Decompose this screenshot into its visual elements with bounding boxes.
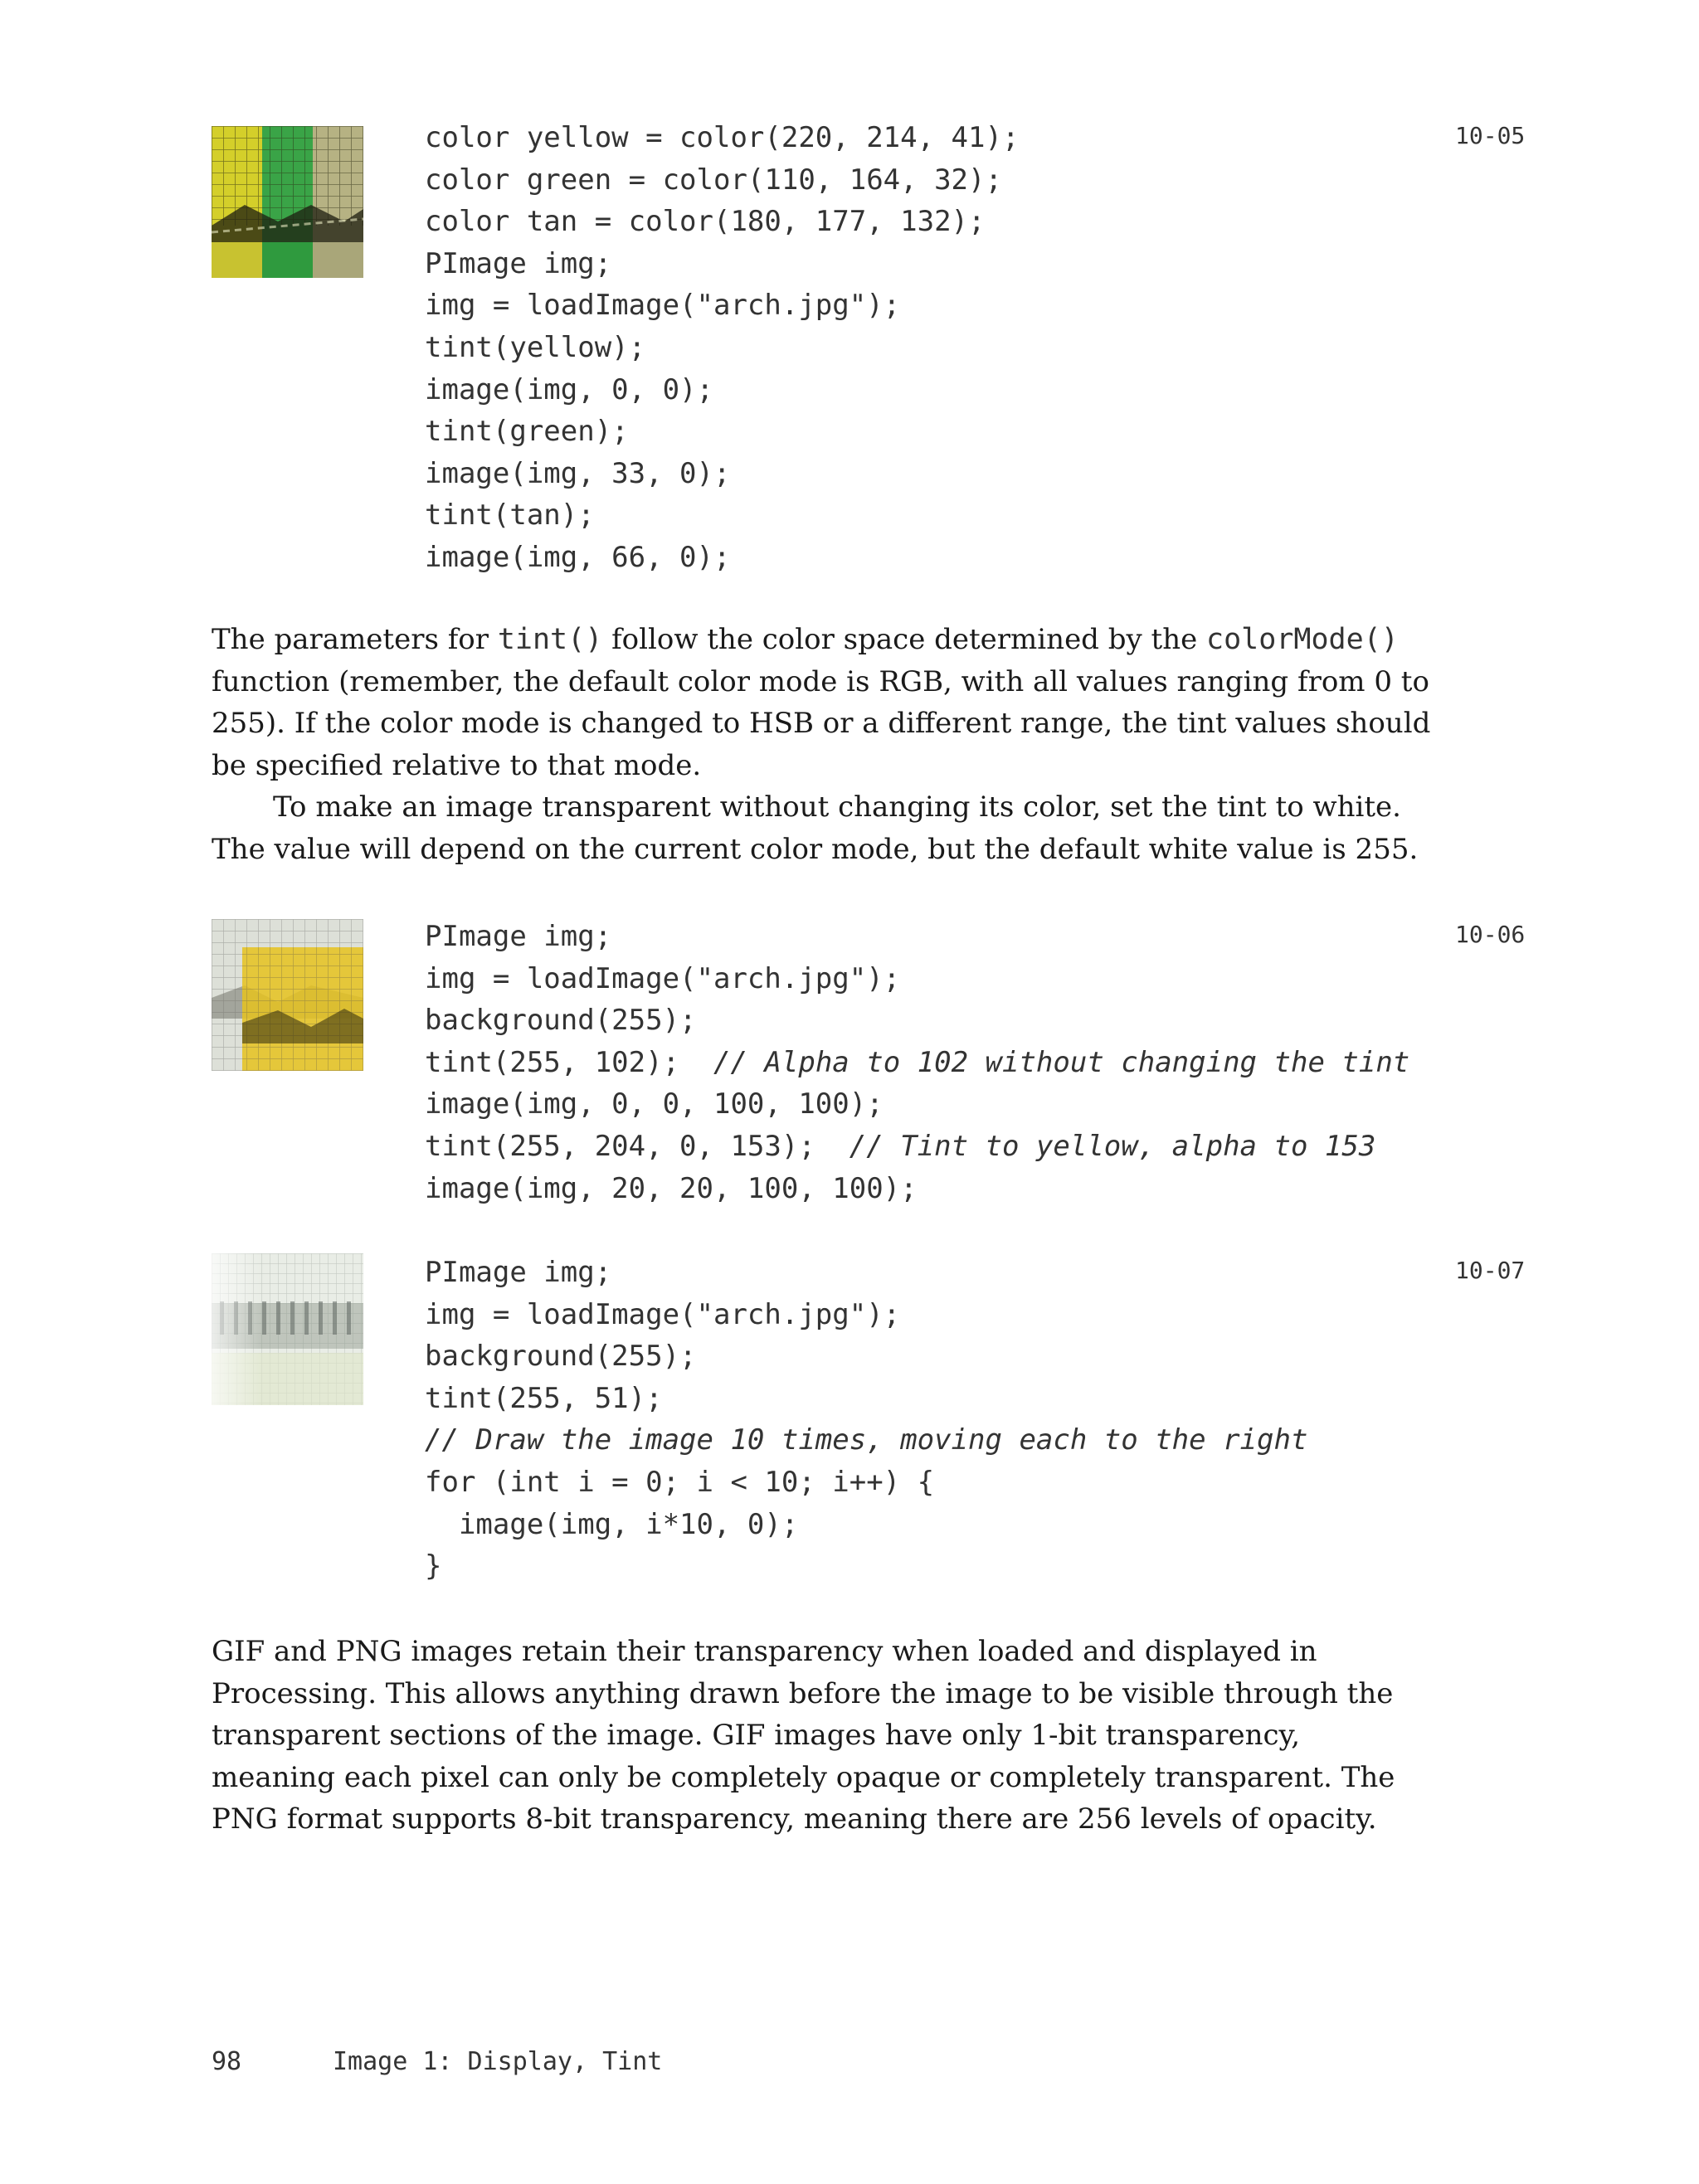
page-number: 98: [212, 2047, 242, 2076]
code-text: tint(yellow);: [425, 330, 646, 364]
code-text: tint(255, 51);: [425, 1381, 663, 1415]
code-line: [425, 117, 1019, 159]
code-line: [425, 1083, 1409, 1126]
code-line: [425, 1000, 1409, 1042]
code-text: tint(255, 204, 0, 153);: [425, 1129, 850, 1163]
code-line: [425, 411, 1019, 453]
faded-image-thumbnail: [212, 1253, 363, 1405]
text: follow the color space determined by the: [602, 623, 1207, 656]
alpha-arch-image: [212, 919, 363, 1071]
code-text: img = loadImage("arch.jpg");: [425, 961, 901, 995]
example-number: 10-05: [1455, 122, 1526, 149]
code-listing: [425, 1252, 1307, 1588]
transparent-image-thumbnail: [212, 919, 363, 1071]
paragraph: GIF and PNG images retain their transparency when loaded and displayed in Processing. This allows anything drawn before the image to be visible through the transparent sections of the image. GIF images have only 1-bit transparency, meaning each pixel can only be completely opaque or completely transparent. The PNG format supports 8-bit transparency, meaning there are 256 levels of opacity.: [212, 1635, 1395, 1836]
inline-code: tint(): [497, 623, 603, 656]
code-text: for (int i = 0; i < 10; i++) {: [425, 1465, 935, 1499]
code-line: [425, 1545, 1307, 1588]
code-text: background(255);: [425, 1004, 697, 1038]
code-text: color green = color(110, 164, 32);: [425, 163, 1002, 197]
code-line: [425, 916, 1409, 958]
code-text: image(img, 0, 0, 100, 100);: [425, 1087, 884, 1121]
code-text: image(img, 0, 0);: [425, 372, 713, 406]
code-text: img = loadImage("arch.jpg");: [425, 289, 901, 323]
paragraph: [212, 619, 1431, 786]
repeated-arch-image: [212, 1253, 363, 1405]
code-text: image(img, 66, 0);: [425, 540, 731, 574]
code-line: [425, 494, 1019, 537]
code-text: image(img, i*10, 0);: [425, 1507, 799, 1541]
code-text: PImage img;: [425, 920, 612, 953]
code-line: [425, 1378, 1307, 1420]
code-listing: [425, 916, 1409, 1209]
code-comment: // Alpha to 102 without changing the tint: [713, 1045, 1410, 1079]
code-line: [425, 1419, 1307, 1462]
code-comment: // Draw the image 10 times, moving each to the right: [425, 1423, 1308, 1457]
code-text: color yellow = color(220, 214, 41);: [425, 121, 1020, 154]
code-line: [425, 201, 1019, 243]
body-text-block: [212, 619, 1431, 871]
code-line: [425, 159, 1019, 202]
code-line: [425, 1462, 1307, 1504]
paragraph: To make an image transparent without changing its color, set the tint to white. The value will depend on the current color mode, but the default white value is 255.: [212, 790, 1419, 866]
example-number: 10-06: [1455, 921, 1526, 948]
code-line: [425, 958, 1409, 1000]
code-line: [425, 1126, 1409, 1168]
code-line: [425, 1252, 1307, 1294]
code-line: [425, 369, 1019, 411]
text: The parameters for: [212, 623, 498, 656]
code-text: tint(tan);: [425, 499, 595, 533]
code-text: PImage img;: [425, 1256, 612, 1289]
code-text: background(255);: [425, 1340, 697, 1374]
code-text: tint(255, 102);: [425, 1045, 713, 1079]
code-text: image(img, 20, 20, 100, 100);: [425, 1171, 918, 1205]
tinted-arch-image: [212, 126, 363, 278]
code-line: [425, 243, 1019, 285]
code-line: [425, 1335, 1307, 1378]
code-line: [425, 1294, 1307, 1336]
example-number: 10-07: [1455, 1257, 1526, 1284]
code-line: [425, 327, 1019, 369]
code-text: color tan = color(180, 177, 132);: [425, 205, 986, 239]
inline-code: colorMode(): [1206, 623, 1399, 656]
tinted-image-thumbnail: [212, 126, 363, 278]
code-text: tint(green);: [425, 415, 629, 449]
code-line: [425, 1042, 1409, 1084]
code-text: image(img, 33, 0);: [425, 456, 731, 490]
code-text: PImage img;: [425, 246, 612, 280]
code-comment: // Tint to yellow, alpha to 153: [849, 1129, 1376, 1163]
code-listing: [425, 117, 1019, 579]
code-line: [425, 453, 1019, 495]
code-line: [425, 1504, 1307, 1546]
body-text-block: [212, 1631, 1431, 1841]
text: function (remember, the default color mode is RGB, with all values ranging from 0 to 255). If the color mode is changed to HSB or a different range, the tint values should be specified relative to that mode.: [212, 664, 1431, 782]
code-line: [425, 285, 1019, 327]
code-line: [425, 537, 1019, 579]
code-line: [425, 1168, 1409, 1210]
running-head: Image 1: Display, Tint: [333, 2047, 663, 2076]
code-text: img = loadImage("arch.jpg");: [425, 1297, 901, 1331]
code-text: }: [425, 1549, 442, 1583]
